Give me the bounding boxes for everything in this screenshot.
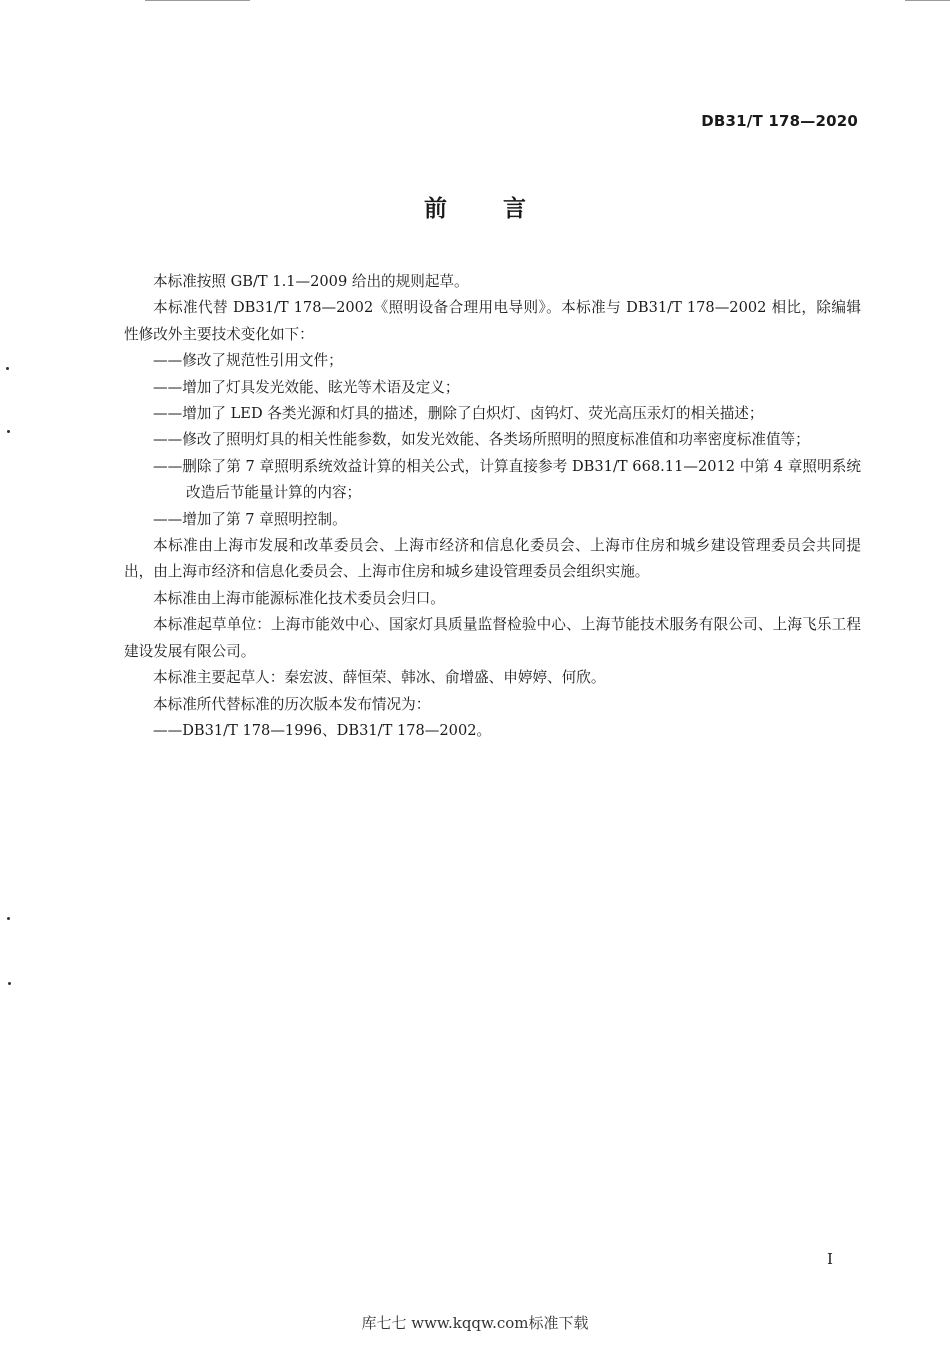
site-watermark: 库七七 www.kqqw.com标准下载 bbox=[361, 1314, 589, 1332]
page-title: 前言 bbox=[424, 196, 582, 222]
scan-speck bbox=[6, 367, 9, 370]
history-item: ——DB31/T 178—1996、DB31/T 178—2002。 bbox=[153, 721, 492, 739]
foreword-body bbox=[124, 269, 861, 744]
paragraph-drafting-rule: 本标准按照 GB/T 1.1—2009 给出的规则起草。 bbox=[153, 273, 469, 290]
paragraph-committee: 本标准由上海市能源标准化技术委员会归口。 bbox=[153, 589, 445, 607]
change-item: ——删除了第 7 章照明系统效益计算的相关公式，计算直接参考 DB31/T 668.11—2012 中第 4 章照明系统改造后节能量计算的内容； bbox=[153, 457, 861, 502]
paragraph-replacement: 本标准代替 DB31/T 178—2002《照明设备合理用电导则》。本标准与 DB31/T 178—2002 相比，除编辑性修改外主要技术变化如下： bbox=[124, 299, 861, 343]
scan-speck bbox=[7, 917, 10, 920]
paragraph-drafting-units: 本标准起草单位：上海市能效中心、国家灯具质量监督检验中心、上海节能技术服务有限公司、上海飞乐工程建设发展有限公司。 bbox=[124, 616, 861, 660]
change-item: ——增加了灯具发光效能、眩光等术语及定义； bbox=[153, 378, 460, 396]
document-code: DB31/T 178—2020 bbox=[701, 112, 858, 130]
change-item: ——修改了规范性引用文件； bbox=[153, 352, 343, 370]
top-rule-right bbox=[905, 0, 950, 1]
top-rule-left bbox=[145, 0, 250, 1]
paragraph-drafters: 本标准主要起草人：秦宏波、薛恒荣、韩冰、俞增盛、申婷婷、何欣。 bbox=[153, 669, 606, 687]
change-item: ——增加了第 7 章照明控制。 bbox=[153, 510, 347, 528]
scan-speck bbox=[8, 982, 11, 985]
change-item: ——修改了照明灯具的相关性能参数，如发光效能、各类场所照明的照度标准值和功率密度标准值等； bbox=[153, 431, 810, 449]
page-number: I bbox=[827, 1250, 833, 1268]
paragraph-history-intro: 本标准所代替标准的历次版本发布情况为： bbox=[153, 695, 431, 713]
paragraph-proposer: 本标准由上海市发展和改革委员会、上海市经济和信息化委员会、上海市住房和城乡建设管理委员会共同提出，由上海市经济和信息化委员会、上海市住房和城乡建设管理委员会组织实施。 bbox=[124, 537, 861, 581]
scan-speck bbox=[7, 430, 10, 433]
change-item: ——增加了 LED 各类光源和灯具的描述，删除了白炽灯、卤钨灯、荧光高压汞灯的相关描述； bbox=[153, 405, 764, 423]
